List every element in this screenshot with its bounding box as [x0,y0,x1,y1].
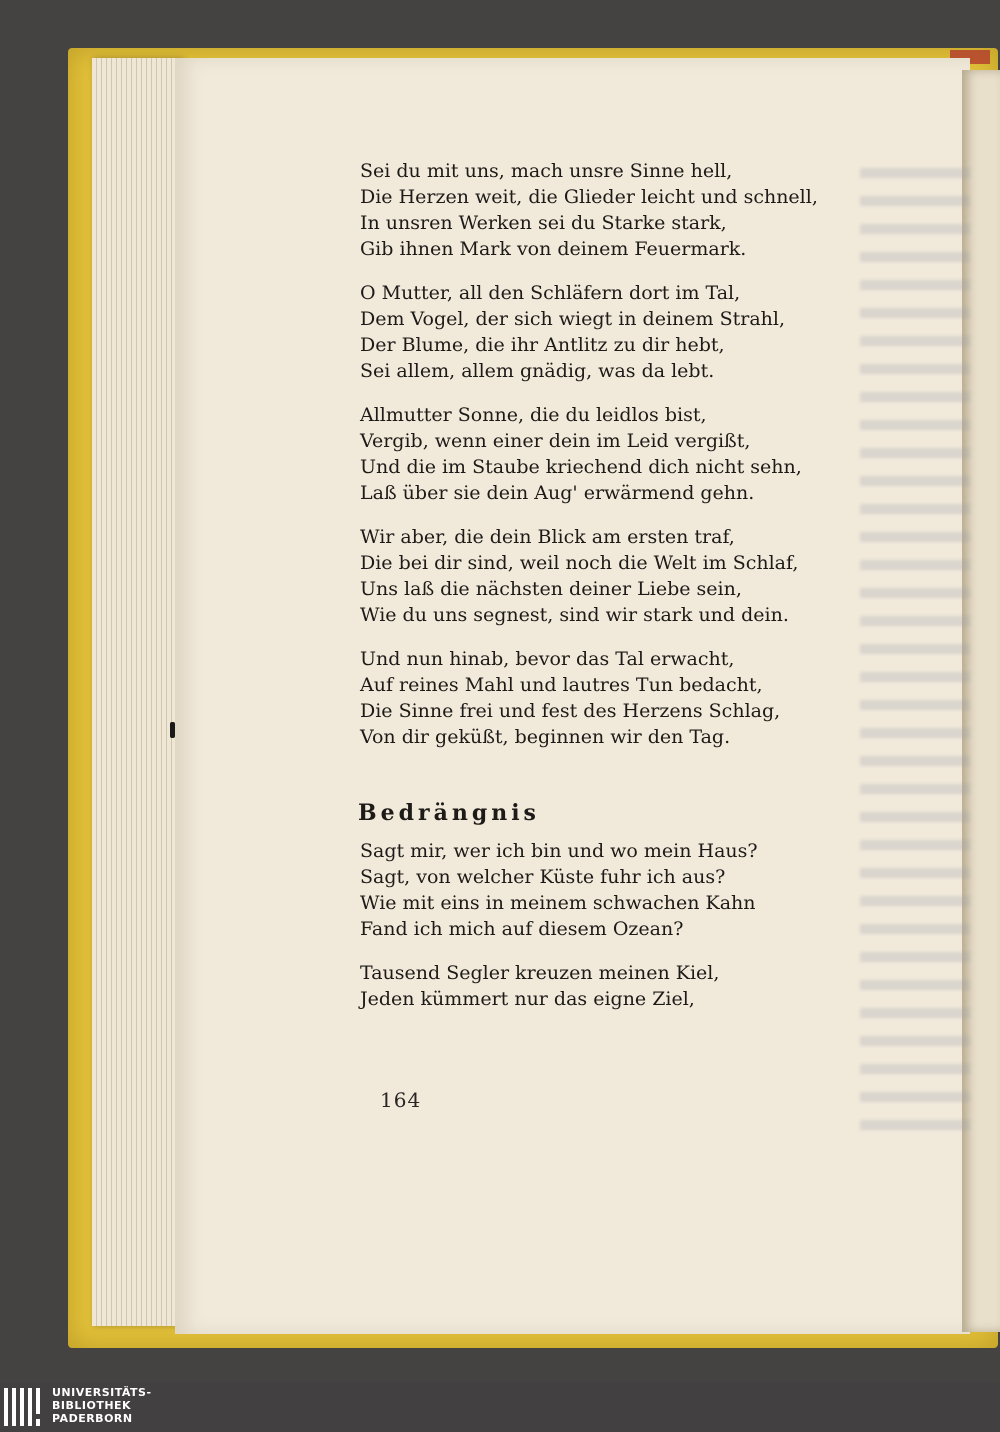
poem-line: Allmutter Sonne, die du leidlos bist, [360,404,707,426]
poem-line: Dem Vogel, der sich wiegt in deinem Strahl, [360,308,785,330]
stanza [360,158,860,262]
poem-line: Sei du mit uns, mach unsre Sinne hell, [360,160,733,182]
poem-line: Laß über sie dein Aug' erwärmend gehn. [360,482,755,504]
poem-line: Der Blume, die ihr Antlitz zu dir hebt, [360,334,725,356]
margin-mark [170,722,175,738]
poem-heading: Bedrängnis [358,800,540,826]
poem-line: Uns laß die nächsten deiner Liebe sein, [360,578,742,600]
poem-line: Von dir geküßt, beginnen wir den Tag. [360,726,731,748]
stanza [360,280,860,384]
poem-line: Tausend Segler kreuzen meinen Kiel, [360,962,720,984]
stanza [360,524,860,628]
page-number: 164 [380,1088,422,1112]
footer-bar [0,1382,1000,1432]
poem-line: Die Herzen weit, die Glieder leicht und schnell, [360,186,818,208]
poem-line: Wir aber, die dein Blick am ersten traf, [360,526,735,548]
stanza [360,838,860,942]
poem-line: Sei allem, allem gnädig, was da lebt. [360,360,715,382]
stanza [360,646,860,750]
library-name [52,1386,152,1425]
poem-line: Und nun hinab, bevor das Tal erwacht, [360,648,735,670]
poem-line: Und die im Staube kriechend dich nicht sehn, [360,456,802,478]
poem-line: O Mutter, all den Schläfern dort im Tal, [360,282,741,304]
poem-line: Sagt mir, wer ich bin und wo mein Haus? [360,840,758,862]
poem-line: Sagt, von welcher Küste fuhr ich aus? [360,866,726,888]
poem-line: Wie mit eins in meinem schwachen Kahn [360,892,756,914]
poem-line: Vergib, wenn einer dein im Leid vergißt, [360,430,751,452]
poem-line: Auf reines Mahl und lautres Tun bedacht, [360,674,763,696]
library-name-line: UNIVERSITÄTS- [52,1386,152,1399]
poem [360,158,860,1030]
stanza [360,960,860,1012]
library-logo-icon [4,1388,46,1426]
poem-line: Gib ihnen Mark von deinem Feuermark. [360,238,747,260]
page-edges [92,58,182,1326]
poem-line: Fand ich mich auf diesem Ozean? [360,918,684,940]
poem-line: Wie du uns segnest, sind wir stark und dein. [360,604,789,626]
library-name-line: PADERBORN [52,1412,133,1425]
library-name-line: BIBLIOTHEK [52,1399,132,1412]
poem-line: Jeden kümmert nur das eigne Ziel, [360,988,695,1010]
poem-line: Die bei dir sind, weil noch die Welt im Schlaf, [360,552,799,574]
poem-line: In unsren Werken sei du Starke stark, [360,212,727,234]
poem-line: Die Sinne frei und fest des Herzens Schlag, [360,700,781,722]
show-through-text [860,150,970,1130]
stanza [360,402,860,506]
